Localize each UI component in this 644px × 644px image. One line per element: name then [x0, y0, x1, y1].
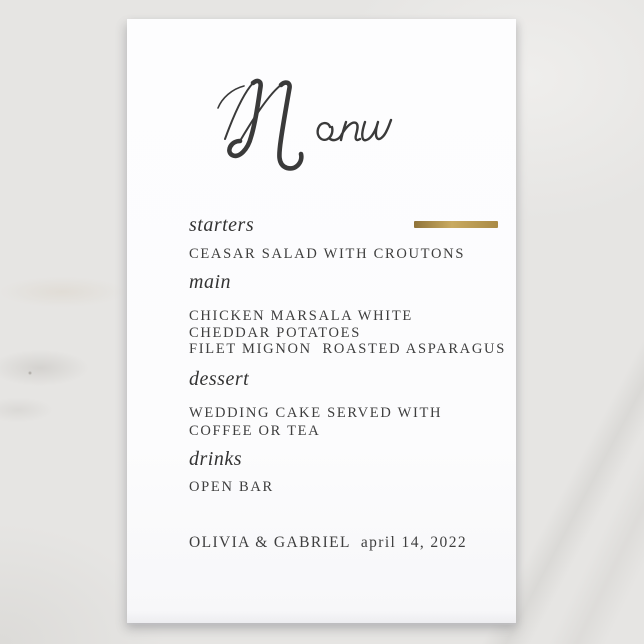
menu-item-cheddar-potatoes: CHEDDAR POTATOES: [189, 325, 361, 341]
gold-divider-rule: [414, 221, 498, 228]
menu-item-caesar-salad: CEASAR SALAD WITH CROUTONS: [189, 246, 466, 262]
section-title-main: main: [189, 271, 231, 293]
menu-item-coffee-or-tea: COFFEE OR TEA: [189, 423, 321, 439]
menu-item-wedding-cake: WEDDING CAKE SERVED WITH: [189, 405, 443, 421]
menu-card: [127, 19, 516, 623]
menu-item-chicken-marsala: CHICKEN MARSALA WHITE: [189, 308, 413, 324]
menu-item-open-bar: OPEN BAR: [189, 479, 274, 495]
section-title-starters: starters: [189, 214, 255, 236]
menu-title-script: [213, 77, 393, 177]
section-title-dessert: dessert: [189, 368, 250, 390]
section-title-drinks: drinks: [189, 448, 242, 470]
couple-names-and-date: OLIVIA & GABRIEL april 14, 2022: [189, 534, 467, 551]
script-menu-calligraphy-icon: [213, 77, 393, 177]
menu-item-filet-mignon: FILET MIGNON ROASTED ASPARAGUS: [189, 341, 506, 357]
